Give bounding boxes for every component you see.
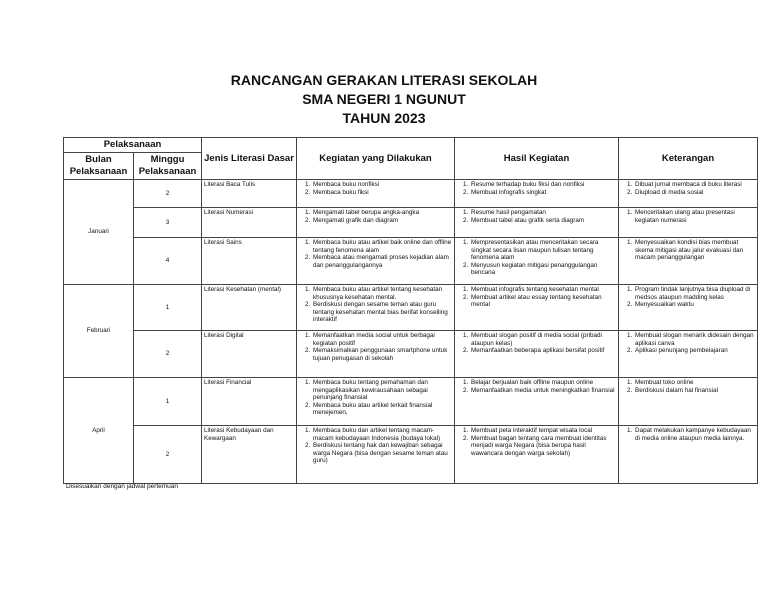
table-row xyxy=(64,285,758,331)
list-item: 2. Memanfaatkan beberapa aplikasi bersifat positif xyxy=(470,347,616,355)
table-row xyxy=(64,238,758,285)
table-row xyxy=(64,378,758,426)
list-item: 2. Memaksimalkan penggunaan smartphone untuk tujuan penugasan di sekolah xyxy=(312,347,452,362)
list-item: 2. Menyusun kegiatan mitigasi penanggulangan bencana xyxy=(470,262,616,277)
header-jenis: Jenis Literasi Dasar xyxy=(202,138,297,180)
table-row xyxy=(64,331,758,378)
title-line-1: RANCANGAN GERAKAN LITERASI SEKOLAH xyxy=(230,72,538,88)
list-item: 2. Berdiskusi tentang hak dan kewajiban sebagai warga Negara (bisa dengan sesame teman atau guru) xyxy=(312,442,452,465)
result-cell xyxy=(455,238,619,285)
list-item: 1. Membaca buku nonfiksi xyxy=(312,181,452,189)
result-cell xyxy=(455,378,619,426)
header-bulan: Bulan Pelaksanaan xyxy=(64,153,134,180)
list-item: 2. Membaca buku atau artikel terkait finansial menejemen, xyxy=(312,402,452,417)
result-cell xyxy=(455,180,619,208)
activity-cell xyxy=(297,180,455,208)
list-item: 1. Membaca buku tentang pemahaman dan mengaplikasikan kewirausahaan sebagai penunjang finansial xyxy=(312,379,452,402)
week-cell: 1 xyxy=(134,285,202,331)
list-item: 2. Menyesuaikan waktu xyxy=(634,301,755,309)
list-item: 1. Membaca buku atau artikel tentang kesehatan khususnya kesehatan mental. xyxy=(312,286,452,301)
note-cell xyxy=(619,378,758,426)
list-item: 1. Menceritakan ulang atau presentasi kegiatan numerasi xyxy=(634,209,755,224)
header-minggu: Minggu Pelaksanaan xyxy=(134,153,202,180)
list-item: 1. Membaca buku atau artikel baik online dan offline tentang fenomena alam xyxy=(312,239,452,254)
list-item: 1. Membuat peta interaktif tempat wisata local xyxy=(470,427,616,435)
literacy-type-cell: Literasi Baca Tulis xyxy=(202,180,297,208)
note-cell xyxy=(619,426,758,484)
list-item: 1. Mempresentasikan atau menceritakan secara singkat secara lisan maupun tulisan tentang fenomena alam xyxy=(470,239,616,262)
activity-cell xyxy=(297,426,455,484)
list-item: 2. Membuat artikel atau essay tentang kesehatan mental xyxy=(470,294,616,309)
list-item: 1. Memanfaatkan media social untuk berbagai kegiatan positif xyxy=(312,332,452,347)
list-item: 2. Membuat infografis singkat xyxy=(470,189,616,197)
list-item: 2. Berdiskusi dalam hal finansial xyxy=(634,387,755,395)
activity-cell xyxy=(297,378,455,426)
list-item: 1. Program tindak lanjutnya bisa diupload di medsos ataupun madding kelas xyxy=(634,286,755,301)
week-cell: 3 xyxy=(134,208,202,238)
month-cell: April xyxy=(64,378,134,484)
list-item: 2. Memanfaatkan media untuk meningkatkan finansial xyxy=(470,387,616,395)
table-row xyxy=(64,426,758,484)
note-cell xyxy=(619,180,758,208)
list-item: 2. Membaca buku fiksi xyxy=(312,189,452,197)
result-cell xyxy=(455,285,619,331)
literacy-type-cell: Literasi Digital xyxy=(202,331,297,378)
list-item: 1. Membuat toko online xyxy=(634,379,755,387)
result-cell xyxy=(455,331,619,378)
result-cell xyxy=(455,208,619,238)
week-cell: 2 xyxy=(134,426,202,484)
week-cell: 4 xyxy=(134,238,202,285)
list-item: 1. Dapat melakukan kampanye kebudayaan di media online ataupun media lainnya. xyxy=(634,427,755,442)
list-item: 1. Belajar berjualan baik offline maupun online xyxy=(470,379,616,387)
list-item: 2. Aplikasi penunjang pembelajaran xyxy=(634,347,755,355)
list-item: 2. Diupload di media sosial xyxy=(634,189,755,197)
list-item: 1. Membuat infografis tentang kesehatan mental xyxy=(470,286,616,294)
list-item: 2. Membuat bagan tentang cara membuat identitas menjadi warga Negara (bisa berupa hasil wawancara dengan warga sekolah) xyxy=(470,435,616,458)
list-item: 1. Menyesuaikan kondisi bias membuat skema mitigasi atau jalur evakuasi dan macam penanggulangan xyxy=(634,239,755,262)
list-item: 2. Membaca atau mengamati proses kejadian alam dan penanggulangannya xyxy=(312,254,452,269)
list-item: 2. Membuat tabel atau grafik serta diagram xyxy=(470,217,616,225)
literacy-type-cell: Literasi Financial xyxy=(202,378,297,426)
month-cell: Februari xyxy=(64,285,134,378)
list-item: 1. Mengamati tabel berupa angka-angka xyxy=(312,209,452,217)
document-title xyxy=(0,71,768,128)
list-item: 1. Membaca buku dan artikel tentang macam-macam kebudayaan Indonesia (budaya lokal) xyxy=(312,427,452,442)
table-row xyxy=(64,180,758,208)
list-item: 1. Membuat slogan menarik didesain dengan aplikasi canva xyxy=(634,332,755,347)
literacy-type-cell: Literasi Kebudayaan dan Kewargaan xyxy=(202,426,297,484)
literacy-type-cell: Literasi Numerasi xyxy=(202,208,297,238)
footnote: Disesuaikan dengan jadwal pertemuan xyxy=(66,483,179,490)
activity-cell xyxy=(297,238,455,285)
week-cell: 2 xyxy=(134,180,202,208)
list-item: 1. Dibuat jurnal membaca di buku literasi xyxy=(634,181,755,189)
note-cell xyxy=(619,208,758,238)
literacy-type-cell: Literasi Sains xyxy=(202,238,297,285)
list-item: 2. Berdiskusi dengan sesame teman atau guru tentang kesehatan mental bias berifat konselling interaktif xyxy=(312,301,452,324)
list-item: 2. Mengamati grafik dan diagram xyxy=(312,217,452,225)
literacy-plan-table xyxy=(63,137,758,484)
table-row xyxy=(64,208,758,238)
activity-cell xyxy=(297,331,455,378)
header-hasil: Hasil Kegiatan xyxy=(455,138,619,180)
month-cell: Januari xyxy=(64,180,134,285)
title-line-2: SMA NEGERI 1 NGUNUT xyxy=(302,91,466,107)
note-cell xyxy=(619,238,758,285)
activity-cell xyxy=(297,285,455,331)
header-kegiatan: Kegiatan yang Dilakukan xyxy=(297,138,455,180)
week-cell: 2 xyxy=(134,331,202,378)
week-cell: 1 xyxy=(134,378,202,426)
list-item: 1. Resume hasil pengamatan xyxy=(470,209,616,217)
note-cell xyxy=(619,331,758,378)
result-cell xyxy=(455,426,619,484)
header-keterangan: Keterangan xyxy=(619,138,758,180)
note-cell xyxy=(619,285,758,331)
literacy-type-cell: Literasi Kesehatan (mental) xyxy=(202,285,297,331)
title-line-3: TAHUN 2023 xyxy=(342,110,426,126)
header-pelaksanaan: Pelaksanaan xyxy=(64,138,202,153)
list-item: 1. Membuat slogan positif di media social (pribadi ataupun kelas) xyxy=(470,332,616,347)
activity-cell xyxy=(297,208,455,238)
list-item: 1. Resume terhadap buku fiksi dan nonfiksi xyxy=(470,181,616,189)
